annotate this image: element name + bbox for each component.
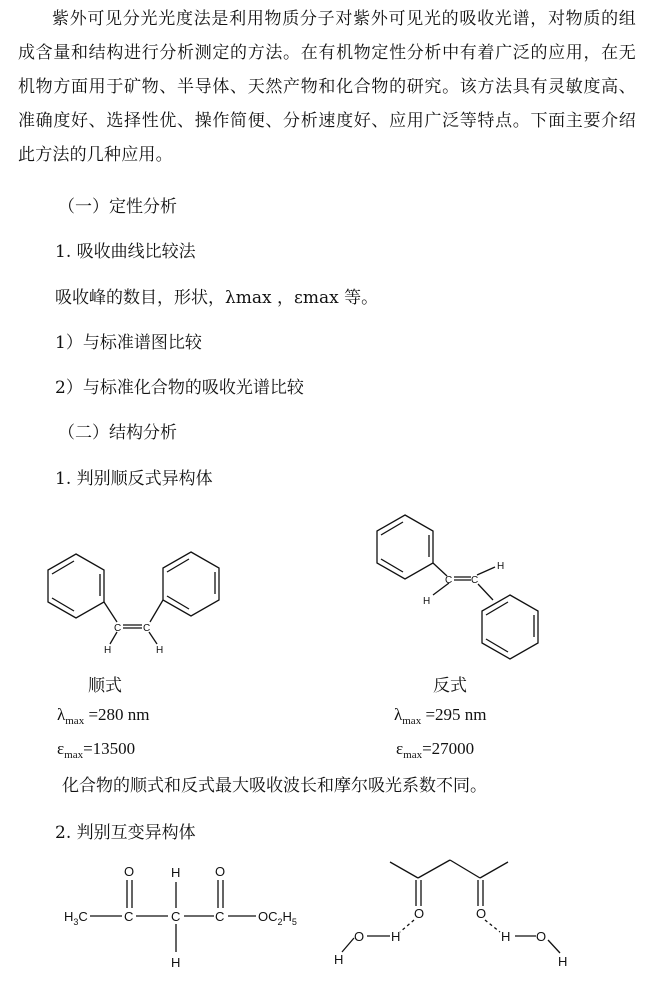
cis-lambda-value: =280 nm: [84, 705, 150, 724]
keto-h3c-h: H: [64, 909, 74, 924]
cis-lambda-symbol: λ: [57, 705, 66, 724]
cis-atom-h2: H: [156, 645, 164, 656]
method-description: 吸收峰的数目，形状，λmax ，εmax 等。: [55, 288, 379, 308]
trans-eps-symbol: ε: [396, 739, 404, 758]
keto-h3c-c: C: [78, 909, 88, 924]
cis-lambda-sub: max: [65, 715, 85, 727]
enol-form-structure: [330, 850, 590, 975]
trans-lambda-max: [394, 705, 487, 727]
keto-oc-sub1: 2: [277, 917, 283, 927]
keto-c2: C: [171, 909, 181, 924]
cis-atom-c1: C: [114, 623, 122, 634]
cis-label: 顺式: [88, 676, 122, 696]
enol-h3: H: [334, 952, 344, 967]
trans-epsilon-max: [396, 739, 474, 761]
keto-h-top: H: [171, 865, 181, 880]
keto-h-bottom: H: [171, 955, 181, 970]
trans-lambda-sub: max: [402, 715, 422, 727]
cis-lambda-max: [57, 705, 150, 727]
keto-h3c-sub: 3: [73, 917, 79, 927]
keto-oc-sub2: 5: [291, 917, 297, 927]
keto-o2: O: [215, 864, 226, 879]
trans-lambda-value: =295 nm: [421, 705, 487, 724]
keto-c3: C: [215, 909, 225, 924]
enol-o1: O: [414, 906, 425, 921]
list-item-standard-compound: 2）与标准化合物的吸收光谱比较: [55, 378, 304, 398]
cis-eps-value: =13500: [83, 739, 136, 758]
method-title-cis-trans: 1. 判别顺反式异构体: [55, 469, 213, 489]
enol-o3: O: [354, 929, 365, 944]
keto-oc: OC: [258, 909, 278, 924]
method-title-tautomers: 2. 判别互变异构体: [55, 823, 196, 843]
enol-h4: H: [558, 954, 568, 969]
section-heading-structural: （二）结构分析: [58, 423, 177, 443]
cis-atom-c2: C: [143, 623, 151, 634]
cis-eps-symbol: ε: [57, 739, 65, 758]
cis-epsilon-max: [57, 739, 135, 761]
trans-atom-c2: C: [471, 575, 479, 586]
keto-ethoxy-group: [258, 909, 297, 927]
trans-atom-h1: H: [497, 561, 505, 572]
enol-o2: O: [476, 906, 487, 921]
list-item-standard-spectrum: 1）与标准谱图比较: [55, 333, 202, 353]
keto-c1: C: [124, 909, 134, 924]
trans-stilbene-structure: [365, 505, 565, 665]
keto-oc-h: H: [282, 909, 292, 924]
trans-lambda-symbol: λ: [394, 705, 403, 724]
trans-label: 反式: [433, 676, 467, 696]
keto-o1: O: [124, 864, 135, 879]
section-heading-qualitative: （一）定性分析: [58, 197, 177, 217]
intro-paragraph: 紫外可见分光光度法是利用物质分子对紫外可见光的吸收光谱，对物质的组成含量和结构进行分析测定的方法。在有机物定性分析中有着广泛的应用，在无机物方面用于矿物、半导体、天然产物和化合物的研究。该方法具有灵敏度高、准确度好、选择性优、操作简便、分析速度好、应用广泛等特点。下面主要介绍此方法的几种应用。: [18, 9, 636, 165]
trans-eps-value: =27000: [422, 739, 475, 758]
trans-eps-sub: max: [403, 749, 423, 761]
enol-h1: H: [391, 929, 401, 944]
keto-form-structure: [60, 860, 320, 980]
enol-h2: H: [501, 929, 511, 944]
cis-stilbene-structure: [30, 540, 250, 660]
method-title-absorption-curve: 1. 吸收曲线比较法: [55, 242, 196, 262]
enol-o4: O: [536, 929, 547, 944]
trans-atom-c1: C: [445, 575, 453, 586]
trans-atom-h2: H: [423, 596, 431, 607]
cis-eps-sub: max: [64, 749, 84, 761]
keto-methyl-group: [64, 909, 88, 927]
cis-atom-h1: H: [104, 645, 112, 656]
cis-trans-conclusion: 化合物的顺式和反式最大吸收波长和摩尔吸光系数不同。: [62, 776, 487, 796]
